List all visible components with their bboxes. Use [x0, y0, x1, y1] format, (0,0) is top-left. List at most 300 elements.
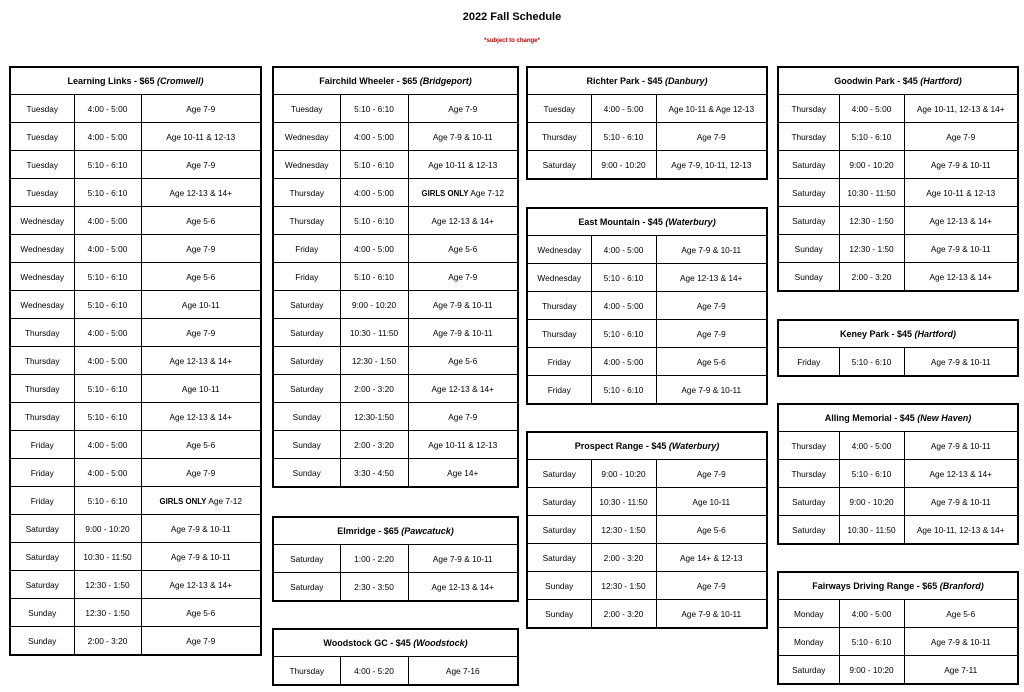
- day-cell: Thursday: [778, 123, 839, 151]
- age-cell: [408, 263, 518, 291]
- age-cell: [408, 657, 518, 686]
- schedule-row: [527, 460, 767, 488]
- day-cell: Wednesday: [10, 291, 74, 319]
- schedule-row: [273, 459, 518, 488]
- time-cell: 9:00 - 10:20: [591, 151, 656, 180]
- day-cell: Saturday: [778, 179, 839, 207]
- age-cell: [141, 571, 261, 599]
- age-cell: [408, 179, 518, 207]
- time-cell: 5:10 - 6:10: [74, 487, 141, 515]
- day-cell: Saturday: [527, 151, 591, 180]
- time-cell: 5:10 - 6:10: [591, 123, 656, 151]
- venue-location: Waterbury: [671, 441, 717, 451]
- time-cell: 4:00 - 5:00: [74, 207, 141, 235]
- schedule-row: [10, 347, 261, 375]
- schedule-row: [527, 320, 767, 348]
- age-group: Age 7-9 & 10-11: [930, 159, 991, 170]
- day-cell: Saturday: [527, 488, 591, 516]
- time-cell: 5:10 - 6:10: [340, 207, 408, 235]
- venue-name: Learning Links - $65: [67, 76, 155, 86]
- age-group: Age 12-13 & 14+: [431, 581, 495, 592]
- age-cell: [141, 347, 261, 375]
- age-group: Age 5-6: [186, 271, 216, 282]
- venue-header: Elmridge - $65 (Pawcatuck): [273, 517, 518, 545]
- schedule-row: [778, 95, 1018, 123]
- schedule-row: [10, 151, 261, 179]
- schedule-row: [273, 545, 518, 573]
- schedule-row: [527, 488, 767, 516]
- age-group: Age 7-12: [470, 187, 504, 198]
- venue-table: [777, 319, 1019, 377]
- schedule-row: [778, 600, 1018, 628]
- age-group: Age 7-9 & 10-11: [432, 553, 493, 564]
- age-cell: [141, 543, 261, 571]
- age-cell: [408, 459, 518, 488]
- time-cell: 1:00 - 2:20: [340, 545, 408, 573]
- time-cell: 2:00 - 3:20: [591, 544, 656, 572]
- venue-header: Learning Links - $65 (Cromwell): [10, 67, 261, 95]
- age-group: Age 7-9: [186, 635, 216, 646]
- venue-location: New Haven: [920, 413, 969, 423]
- time-cell: 2:00 - 3:20: [591, 600, 656, 629]
- time-cell: 5:10 - 6:10: [74, 263, 141, 291]
- time-cell: 9:00 - 10:20: [839, 656, 904, 685]
- time-cell: 4:00 - 5:00: [74, 123, 141, 151]
- time-cell: 5:10 - 6:10: [591, 264, 656, 292]
- time-cell: 5:10 - 6:10: [591, 320, 656, 348]
- age-cell: [656, 488, 767, 516]
- schedule-row: [273, 347, 518, 375]
- schedule-row: [10, 543, 261, 571]
- time-cell: 12:30 - 1:50: [591, 516, 656, 544]
- day-cell: Sunday: [10, 627, 74, 656]
- age-group: Age 7-9 & 10-11: [432, 299, 493, 310]
- age-group: Age 7-9: [696, 131, 726, 142]
- time-cell: 9:00 - 10:20: [74, 515, 141, 543]
- venue-header: Richter Park - $45 (Danbury): [527, 67, 767, 95]
- age-cell: [141, 515, 261, 543]
- venue-name: Richter Park - $45: [586, 76, 663, 86]
- schedule-row: [273, 207, 518, 235]
- schedule-row: [273, 431, 518, 459]
- age-cell: [904, 488, 1018, 516]
- time-cell: 12:30-1:50: [340, 403, 408, 431]
- time-cell: 10:30 - 11:50: [839, 516, 904, 545]
- age-cell: [656, 348, 767, 376]
- schedule-row: [527, 348, 767, 376]
- schedule-row: [527, 600, 767, 629]
- schedule-row: [10, 627, 261, 656]
- time-cell: 5:10 - 6:10: [839, 628, 904, 656]
- schedule-row: [778, 488, 1018, 516]
- schedule-row: [527, 264, 767, 292]
- schedule-row: [527, 151, 767, 180]
- schedule-row: [527, 292, 767, 320]
- subject-to-change-note: *subject to change*: [484, 38, 540, 44]
- age-group: Age 10-11 & 12-13: [428, 159, 498, 170]
- age-group: Age 7-9 & 10-11: [681, 384, 742, 395]
- age-group: Age 7-9: [696, 300, 726, 311]
- age-group: Age 7-9 & 10-11: [681, 244, 742, 255]
- age-cell: [904, 95, 1018, 123]
- day-cell: Monday: [778, 628, 839, 656]
- venue-table: [272, 628, 519, 686]
- age-group: Age 7-9: [186, 159, 216, 170]
- page-title: 2022 Fall Schedule: [462, 11, 562, 23]
- venue-location: Bridgeport: [422, 76, 469, 86]
- time-cell: 4:00 - 5:00: [74, 431, 141, 459]
- time-cell: 12:30 - 1:50: [74, 599, 141, 627]
- time-cell: 2:00 - 3:20: [340, 375, 408, 403]
- schedule-row: [10, 515, 261, 543]
- time-cell: 5:10 - 6:10: [839, 460, 904, 488]
- venue-table: [777, 571, 1019, 685]
- age-group: Age 5-6: [186, 607, 216, 618]
- schedule-row: [10, 571, 261, 599]
- schedule-row: [10, 207, 261, 235]
- schedule-row: [10, 291, 261, 319]
- venue-table: [9, 66, 262, 656]
- age-cell: [408, 235, 518, 263]
- age-cell: [656, 95, 767, 123]
- time-cell: 12:30 - 1:50: [74, 571, 141, 599]
- schedule-row: [273, 375, 518, 403]
- schedule-row: [10, 459, 261, 487]
- age-cell: [904, 123, 1018, 151]
- age-cell: [408, 403, 518, 431]
- age-cell: [904, 600, 1018, 628]
- time-cell: 4:00 - 5:00: [839, 432, 904, 460]
- age-group: Age 10-11 & 12-13: [926, 187, 996, 198]
- schedule-row: [10, 263, 261, 291]
- day-cell: Sunday: [778, 263, 839, 292]
- age-group: Age 10-11: [692, 496, 731, 507]
- day-cell: Tuesday: [10, 151, 74, 179]
- age-cell: [141, 431, 261, 459]
- time-cell: 4:00 - 5:00: [74, 95, 141, 123]
- day-cell: Saturday: [527, 460, 591, 488]
- age-group: Age 7-9 & 10-11: [930, 440, 991, 451]
- time-cell: 5:10 - 6:10: [340, 95, 408, 123]
- schedule-row: [527, 123, 767, 151]
- venue-header: Fairways Driving Range - $65 (Branford): [778, 572, 1018, 600]
- time-cell: 4:00 - 5:00: [340, 235, 408, 263]
- day-cell: Saturday: [273, 347, 340, 375]
- time-cell: 9:00 - 10:20: [591, 460, 656, 488]
- day-cell: Thursday: [10, 347, 74, 375]
- age-cell: [141, 599, 261, 627]
- venue-name: East Mountain - $45: [578, 217, 663, 227]
- schedule-row: [10, 403, 261, 431]
- age-group: Age 10-11: [181, 299, 220, 310]
- day-cell: Thursday: [778, 95, 839, 123]
- schedule-row: [10, 431, 261, 459]
- schedule-row: [10, 179, 261, 207]
- age-group: Age 7-9: [186, 103, 216, 114]
- schedule-row: [273, 657, 518, 686]
- day-cell: Saturday: [10, 543, 74, 571]
- day-cell: Thursday: [10, 375, 74, 403]
- day-cell: Friday: [273, 263, 340, 291]
- age-cell: [408, 545, 518, 573]
- time-cell: 12:30 - 1:50: [340, 347, 408, 375]
- schedule-row: [778, 460, 1018, 488]
- age-group: Age 7-11: [944, 664, 978, 675]
- day-cell: Saturday: [10, 571, 74, 599]
- age-group: Age 7-9, 10-11, 12-13: [671, 159, 752, 170]
- age-cell: [656, 151, 767, 180]
- day-cell: Wednesday: [273, 123, 340, 151]
- time-cell: 5:10 - 6:10: [839, 123, 904, 151]
- age-group: Age 12-13 & 14+: [929, 271, 993, 282]
- time-cell: 5:10 - 6:10: [340, 151, 408, 179]
- age-group: Age 10-11, 12-13 & 14+: [916, 103, 1005, 114]
- time-cell: 4:00 - 5:00: [839, 600, 904, 628]
- day-cell: Saturday: [10, 515, 74, 543]
- age-cell: [408, 291, 518, 319]
- time-cell: 10:30 - 11:50: [839, 179, 904, 207]
- venue-table: [777, 66, 1019, 292]
- time-cell: 5:10 - 6:10: [591, 376, 656, 405]
- schedule-row: [527, 236, 767, 264]
- age-cell: [141, 627, 261, 656]
- age-cell: [141, 319, 261, 347]
- time-cell: 4:00 - 5:00: [591, 236, 656, 264]
- age-cell: [408, 207, 518, 235]
- age-cell: [408, 573, 518, 602]
- age-cell: [141, 263, 261, 291]
- day-cell: Thursday: [273, 179, 340, 207]
- time-cell: 5:10 - 6:10: [74, 403, 141, 431]
- venue-name: Alling Memorial - $45: [824, 413, 915, 423]
- time-cell: 5:10 - 6:10: [74, 375, 141, 403]
- age-cell: [141, 459, 261, 487]
- age-cell: [408, 319, 518, 347]
- age-cell: [904, 235, 1018, 263]
- day-cell: Saturday: [273, 319, 340, 347]
- age-cell: [904, 207, 1018, 235]
- time-cell: 2:00 - 3:20: [74, 627, 141, 656]
- age-group: Age 5-6: [448, 243, 478, 254]
- age-cell: [656, 264, 767, 292]
- time-cell: 3:30 - 4:50: [340, 459, 408, 488]
- venue-header: Prospect Range - $45 (Waterbury): [527, 432, 767, 460]
- time-cell: 4:00 - 5:00: [591, 292, 656, 320]
- time-cell: 4:00 - 5:00: [591, 348, 656, 376]
- venue-name: Prospect Range - $45: [574, 441, 667, 451]
- day-cell: Thursday: [778, 460, 839, 488]
- day-cell: Thursday: [527, 320, 591, 348]
- age-cell: [656, 600, 767, 629]
- schedule-row: [778, 656, 1018, 685]
- age-cell: [904, 179, 1018, 207]
- day-cell: Friday: [10, 487, 74, 515]
- age-group: Age 5-6: [696, 356, 726, 367]
- venue-location: Hartford: [917, 329, 954, 339]
- age-cell: [408, 347, 518, 375]
- time-cell: 4:00 - 5:00: [74, 319, 141, 347]
- schedule-row: [778, 235, 1018, 263]
- age-cell: [656, 320, 767, 348]
- venue-location: Cromwell: [160, 76, 201, 86]
- time-cell: 4:00 - 5:00: [340, 179, 408, 207]
- day-cell: Tuesday: [273, 95, 340, 123]
- day-cell: Saturday: [778, 151, 839, 179]
- day-cell: Friday: [527, 348, 591, 376]
- age-group: Age 7-9: [696, 580, 726, 591]
- day-cell: Tuesday: [10, 95, 74, 123]
- schedule-row: [273, 123, 518, 151]
- age-group: Age 10-11 & Age 12-13: [668, 103, 755, 114]
- day-cell: Saturday: [273, 291, 340, 319]
- time-cell: 4:00 - 5:00: [340, 123, 408, 151]
- venue-table: [526, 66, 768, 180]
- venue-name: Fairways Driving Range - $65: [812, 581, 938, 591]
- schedule-row: [273, 235, 518, 263]
- schedule-row: [273, 151, 518, 179]
- time-cell: 10:30 - 11:50: [74, 543, 141, 571]
- age-group: Age 5-6: [186, 215, 216, 226]
- day-cell: Friday: [527, 376, 591, 405]
- day-cell: Friday: [273, 235, 340, 263]
- age-cell: [141, 403, 261, 431]
- day-cell: Thursday: [527, 123, 591, 151]
- age-group: Age 7-9 & 10-11: [930, 356, 991, 367]
- time-cell: 5:10 - 6:10: [74, 179, 141, 207]
- time-cell: 9:00 - 10:20: [839, 488, 904, 516]
- venue-location: Pawcatuck: [404, 526, 451, 536]
- venue-location: Danbury: [668, 76, 705, 86]
- age-cell: [656, 544, 767, 572]
- girls-only-badge: GIRLS ONLY: [159, 496, 207, 506]
- age-cell: [904, 263, 1018, 292]
- venue-header: Woodstock GC - $45 (Woodstock): [273, 629, 518, 657]
- schedule-row: [778, 151, 1018, 179]
- schedule-row: [778, 348, 1018, 377]
- day-cell: Saturday: [527, 544, 591, 572]
- venue-location: Branford: [942, 581, 981, 591]
- age-group: Age 5-6: [696, 524, 726, 535]
- age-group: Age 14+ & 12-13: [680, 552, 743, 563]
- schedule-row: [273, 573, 518, 602]
- age-cell: [656, 572, 767, 600]
- age-group: Age 12-13 & 14+: [929, 215, 993, 226]
- schedule-row: [527, 95, 767, 123]
- age-group: Age 12-13 & 14+: [929, 468, 993, 479]
- time-cell: 4:00 - 5:00: [74, 459, 141, 487]
- venue-name: Fairchild Wheeler - $65: [319, 76, 418, 86]
- day-cell: Wednesday: [273, 151, 340, 179]
- time-cell: 9:00 - 10:20: [340, 291, 408, 319]
- time-cell: 4:00 - 5:00: [839, 95, 904, 123]
- schedule-row: [273, 95, 518, 123]
- day-cell: Saturday: [778, 488, 839, 516]
- age-cell: [141, 179, 261, 207]
- day-cell: Tuesday: [527, 95, 591, 123]
- day-cell: Saturday: [273, 573, 340, 602]
- age-group: Age 10-11: [181, 383, 220, 394]
- day-cell: Saturday: [273, 375, 340, 403]
- day-cell: Saturday: [778, 207, 839, 235]
- age-cell: [656, 376, 767, 405]
- day-cell: Sunday: [527, 600, 591, 629]
- schedule-row: [10, 235, 261, 263]
- age-cell: [141, 123, 261, 151]
- day-cell: Wednesday: [10, 263, 74, 291]
- day-cell: Thursday: [273, 207, 340, 235]
- time-cell: 10:30 - 11:50: [340, 319, 408, 347]
- time-cell: 9:00 - 10:20: [839, 151, 904, 179]
- age-cell: [141, 291, 261, 319]
- age-cell: [408, 375, 518, 403]
- age-cell: [141, 95, 261, 123]
- age-group: Age 5-6: [186, 439, 216, 450]
- day-cell: Sunday: [10, 599, 74, 627]
- day-cell: Thursday: [527, 292, 591, 320]
- age-group: Age 7-9: [696, 468, 726, 479]
- schedule-row: [778, 432, 1018, 460]
- age-group: Age 7-9 & 10-11: [432, 327, 493, 338]
- age-cell: [408, 431, 518, 459]
- venue-table: [526, 207, 768, 405]
- age-cell: [904, 516, 1018, 545]
- age-cell: [408, 123, 518, 151]
- day-cell: Sunday: [273, 459, 340, 488]
- age-cell: [904, 348, 1018, 377]
- day-cell: Friday: [10, 459, 74, 487]
- time-cell: 5:10 - 6:10: [839, 348, 904, 377]
- age-cell: [656, 516, 767, 544]
- schedule-row: [778, 628, 1018, 656]
- schedule-row: [778, 179, 1018, 207]
- age-cell: [656, 123, 767, 151]
- age-cell: [904, 151, 1018, 179]
- age-cell: [656, 460, 767, 488]
- age-group: Age 12-13 & 14+: [169, 187, 233, 198]
- age-cell: [141, 151, 261, 179]
- time-cell: 10:30 - 11:50: [591, 488, 656, 516]
- age-cell: [408, 151, 518, 179]
- schedule-row: [273, 263, 518, 291]
- age-group: Age 10-11 & 12-13: [428, 439, 498, 450]
- day-cell: Wednesday: [10, 235, 74, 263]
- age-group: Age 10-11 & 12-13: [166, 131, 236, 142]
- day-cell: Tuesday: [10, 179, 74, 207]
- age-cell: [904, 628, 1018, 656]
- girls-only-badge: GIRLS ONLY: [421, 188, 469, 198]
- time-cell: 2:00 - 3:20: [839, 263, 904, 292]
- age-group: Age 14+: [447, 467, 479, 478]
- age-group: Age 7-9: [186, 467, 216, 478]
- venue-header: East Mountain - $45 (Waterbury): [527, 208, 767, 236]
- venue-header: Keney Park - $45 (Hartford): [778, 320, 1018, 348]
- time-cell: 12:30 - 1:50: [591, 572, 656, 600]
- day-cell: Saturday: [527, 516, 591, 544]
- day-cell: Friday: [778, 348, 839, 377]
- schedule-row: [273, 291, 518, 319]
- age-group: Age 7-9 & 10-11: [170, 551, 231, 562]
- age-group: Age 7-9: [448, 411, 478, 422]
- time-cell: 4:00 - 5:20: [340, 657, 408, 686]
- venue-name: Keney Park - $45: [839, 329, 913, 339]
- age-cell: [141, 487, 261, 515]
- day-cell: Saturday: [778, 656, 839, 685]
- day-cell: Wednesday: [527, 236, 591, 264]
- day-cell: Thursday: [10, 319, 74, 347]
- age-group: Age 12-13 & 14+: [431, 383, 495, 394]
- time-cell: 2:30 - 3:50: [340, 573, 408, 602]
- day-cell: Thursday: [10, 403, 74, 431]
